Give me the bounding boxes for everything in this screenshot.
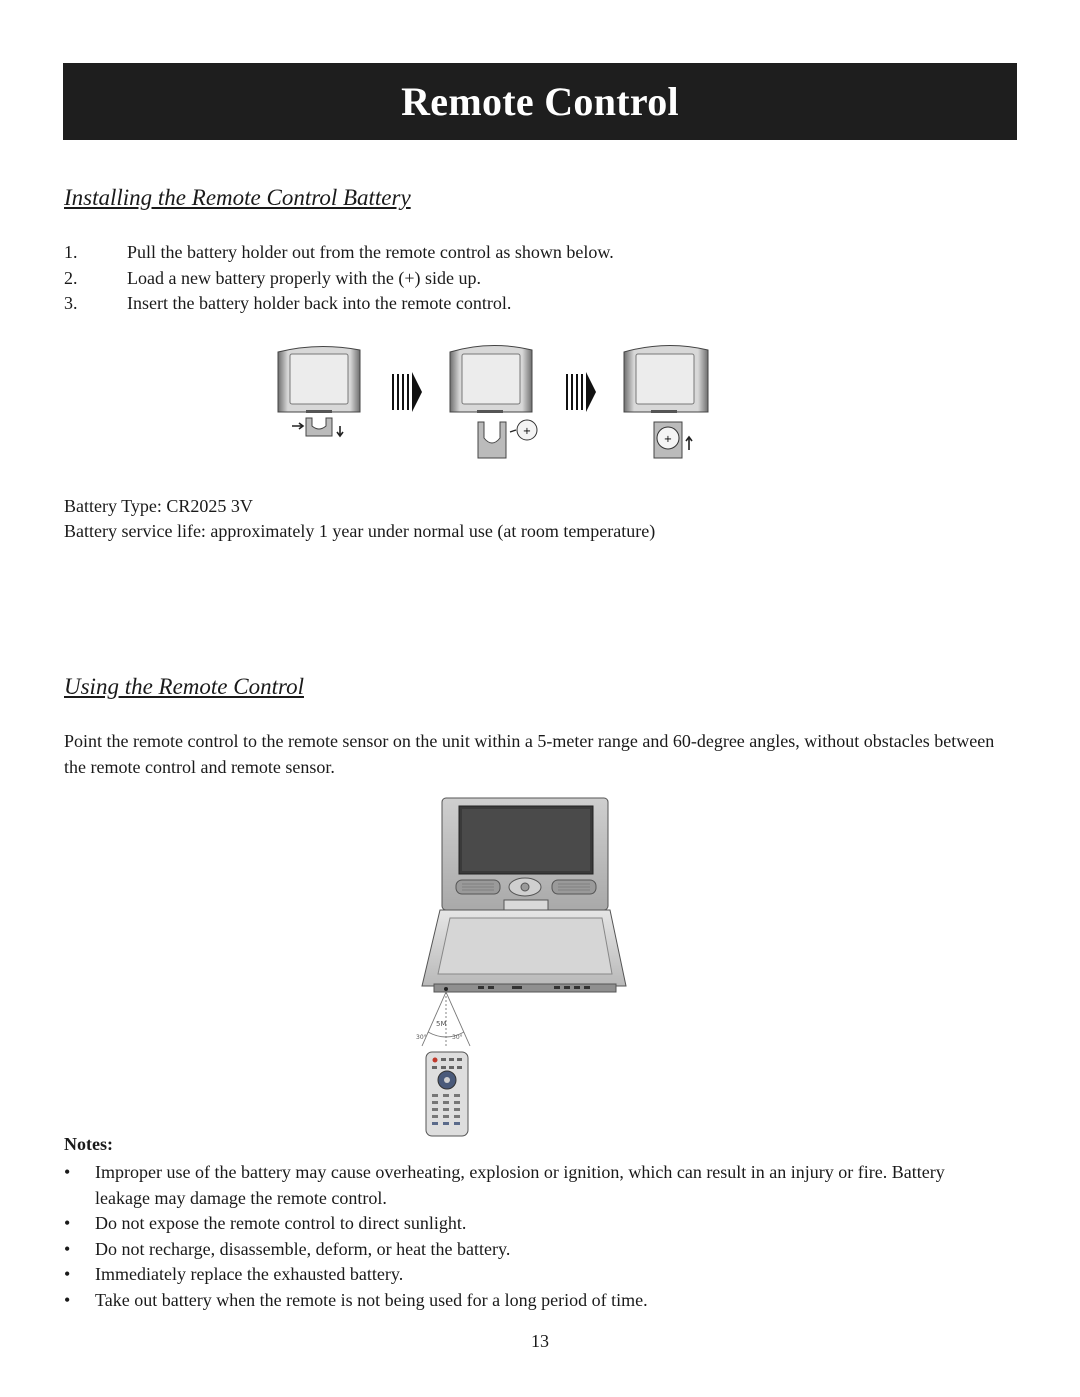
step-text: Pull the battery holder out from the remote control as shown below. <box>127 242 614 262</box>
notes-label: Notes: <box>64 1134 113 1154</box>
range-label: 5M <box>436 1020 447 1028</box>
list-item <box>64 1288 1004 1314</box>
step-item <box>64 240 964 266</box>
plus-sign: + <box>522 426 532 437</box>
bullet: • <box>64 1264 71 1284</box>
note-text: Do not expose the remote control to direct sunlight. <box>95 1213 467 1233</box>
notes-list <box>64 1160 1004 1313</box>
list-item <box>64 1237 1004 1263</box>
bullet: • <box>64 1238 71 1259</box>
step-text: Insert the battery holder back into the remote control. <box>127 293 512 313</box>
angle-label-left: 30° <box>416 1034 427 1041</box>
note-text: Do not recharge, disassemble, deform, or heat the battery. <box>95 1238 511 1259</box>
title-bar <box>63 63 1017 140</box>
bullet: • <box>64 1213 71 1233</box>
note-text: Immediately replace the exhausted battery. <box>95 1264 404 1284</box>
step-item <box>64 291 964 317</box>
remote-bottom-step2 <box>450 345 537 458</box>
battery-type: Battery Type: CR2025 3V <box>64 496 253 516</box>
arrow-icon <box>392 372 422 412</box>
using-heading: Using the Remote Control <box>64 674 304 699</box>
step-item <box>64 266 964 292</box>
bullet: • <box>64 1162 71 1182</box>
step-number: 3. <box>64 293 78 313</box>
angle-label-right: 30° <box>452 1034 463 1041</box>
step-number: 1. <box>64 242 78 262</box>
plus-sign: + <box>663 434 673 445</box>
list-item <box>64 1262 1004 1288</box>
player-remote-diagram <box>412 796 642 1141</box>
remote-bottom-step1 <box>278 346 360 436</box>
page-number: 13 <box>531 1331 549 1351</box>
using-paragraph: Point the remote control to the remote sensor on the unit within a 5-meter range and 60-degree angles, without obstacles between the remote control and remote sensor. <box>64 731 995 777</box>
install-heading: Installing the Remote Control Battery <box>64 185 411 210</box>
battery-life: Battery service life: approximately 1 year under normal use (at room temperature) <box>64 521 656 541</box>
list-item <box>64 1160 1004 1211</box>
dvd-player <box>422 798 626 992</box>
install-steps <box>64 240 964 317</box>
note-text: Take out battery when the remote is not being used for a long period of time. <box>95 1289 648 1310</box>
list-item <box>64 1211 1004 1237</box>
bullet: • <box>64 1289 71 1310</box>
remote-sensor <box>444 987 448 991</box>
step-number: 2. <box>64 267 78 288</box>
battery-installation-diagram <box>270 338 720 468</box>
note-text: Improper use of the battery may cause overheating, explosion or ignition, which can result in an injury or fire. Battery leakage may damage the remote control. <box>95 1162 945 1208</box>
page-title: Remote Control <box>401 79 679 124</box>
remote-control <box>426 1052 468 1136</box>
arrow-icon <box>566 372 596 412</box>
remote-bottom-step3 <box>624 345 708 458</box>
step-text: Load a new battery properly with the (+) side up. <box>127 267 482 288</box>
range-cone <box>422 992 470 1046</box>
